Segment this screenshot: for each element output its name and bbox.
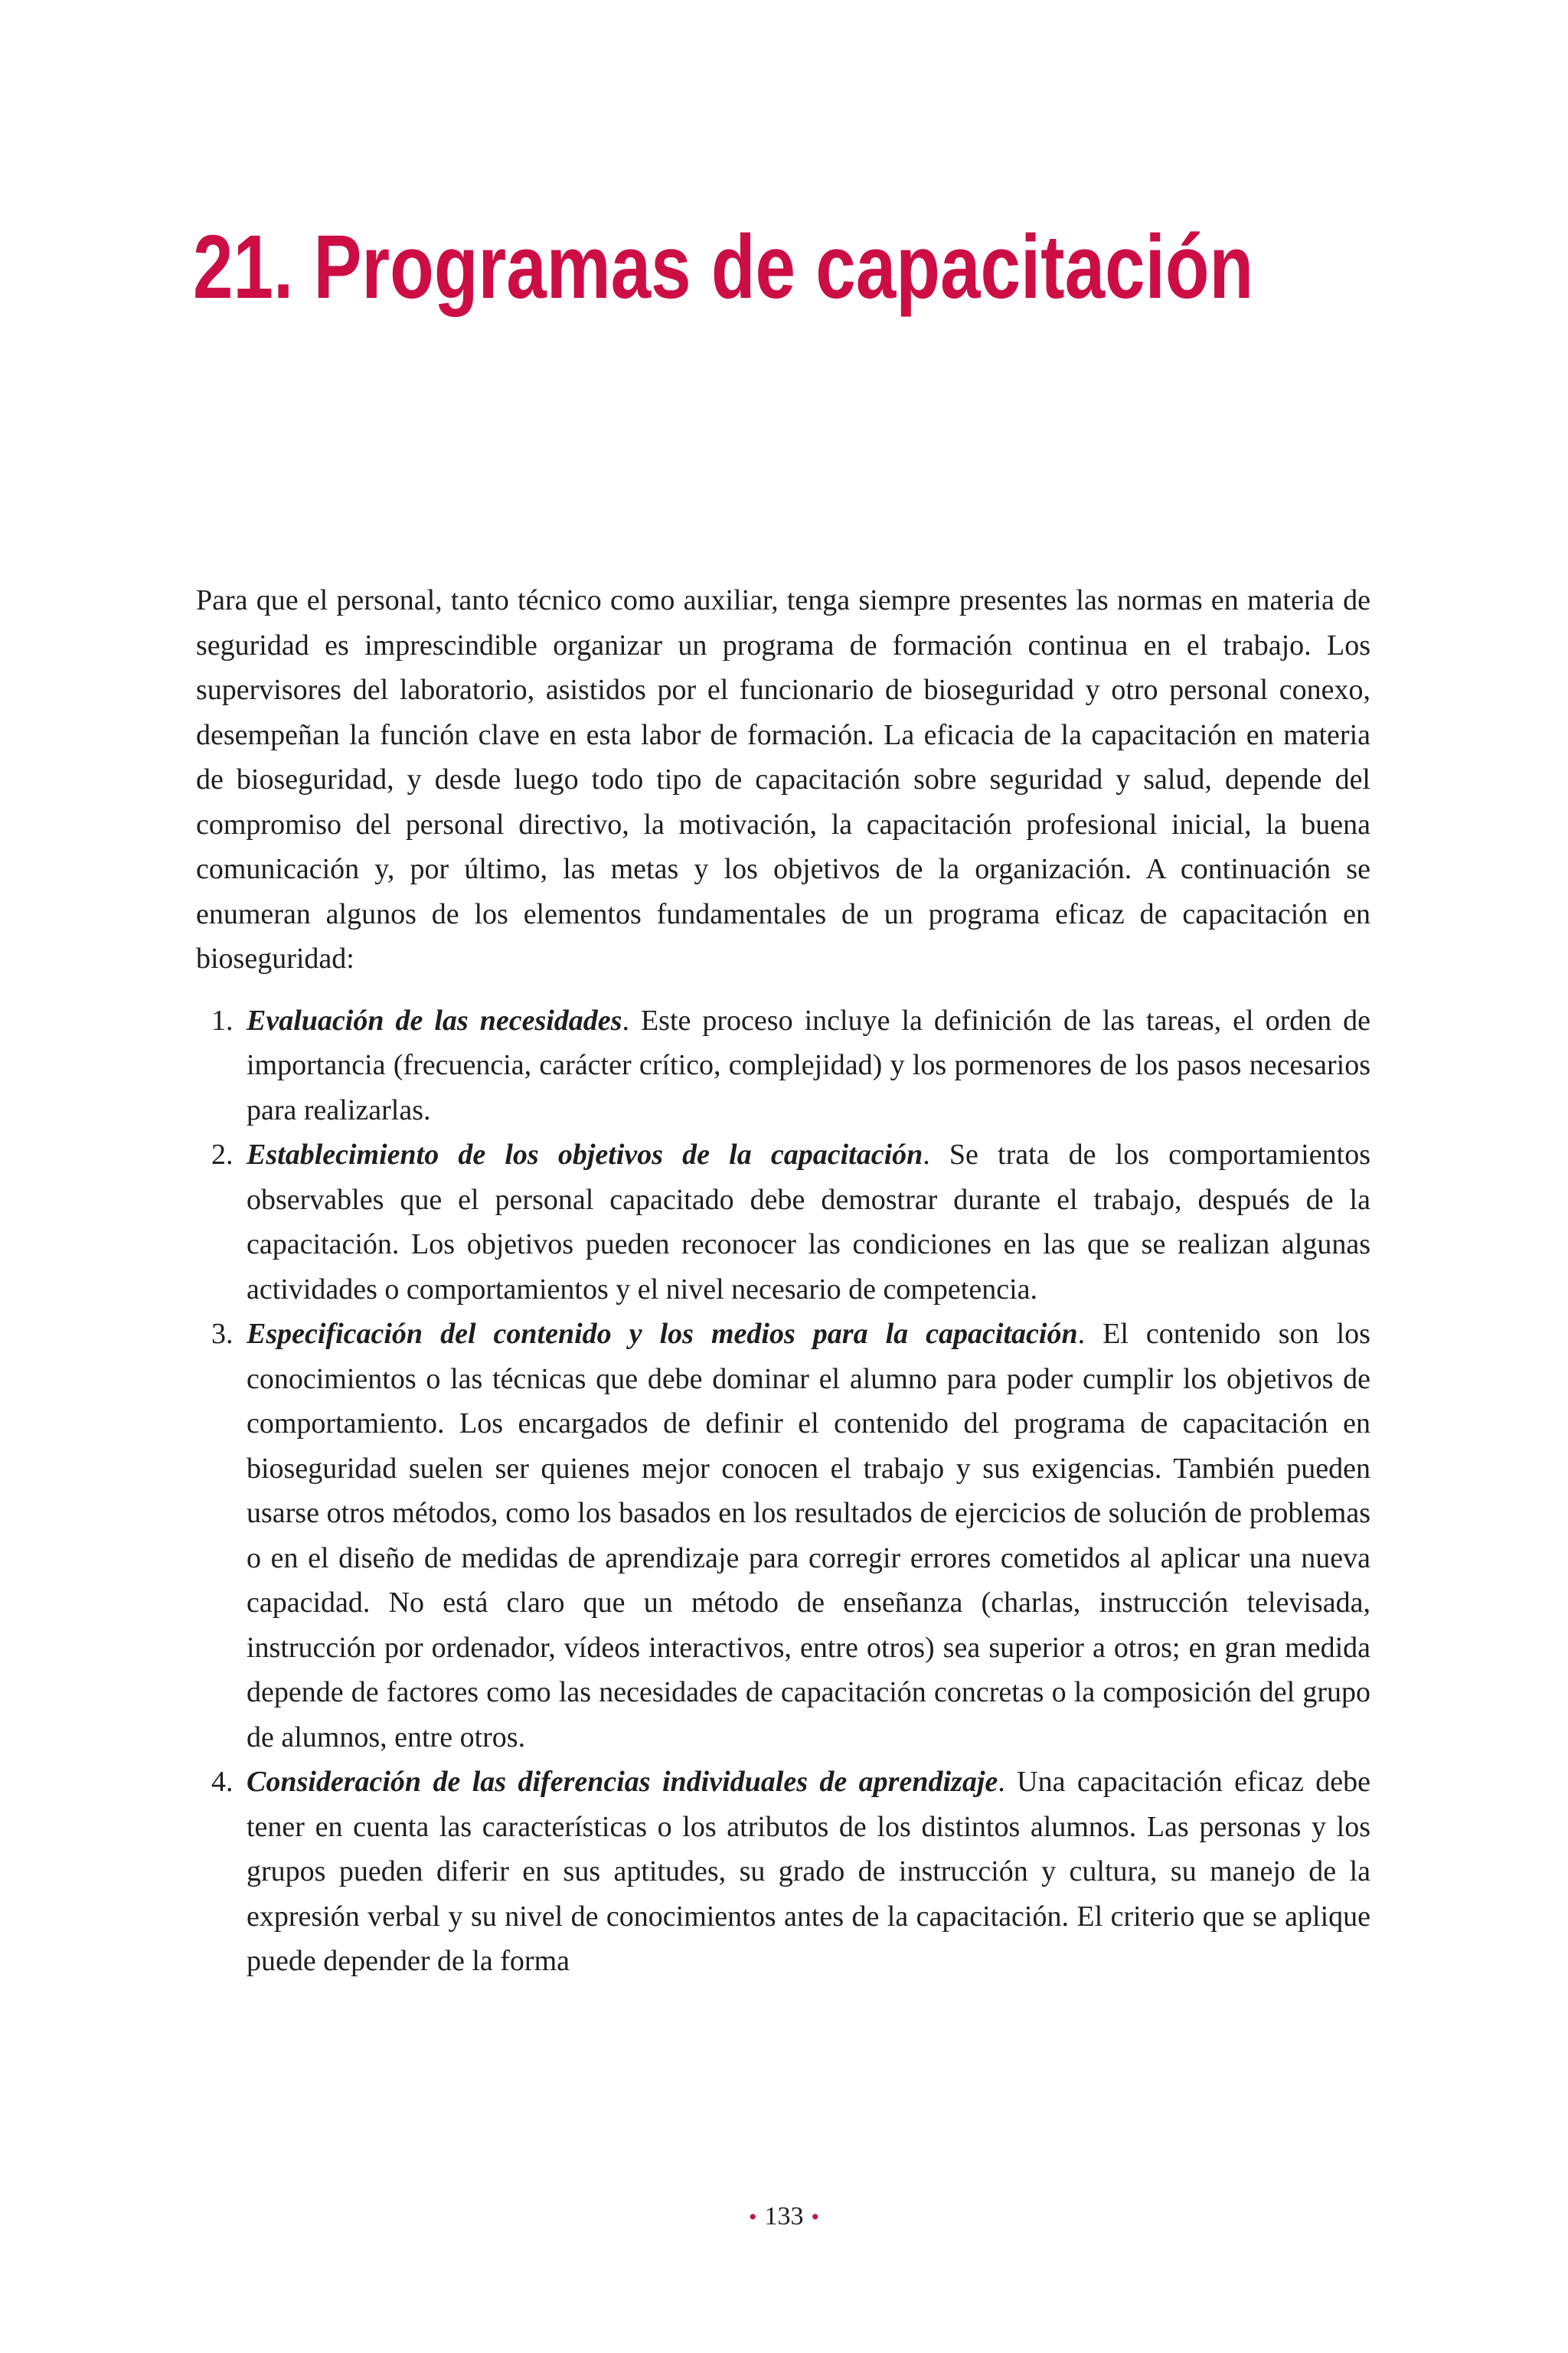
list-item <box>196 998 1370 1133</box>
page-number: 133 <box>764 2202 804 2230</box>
list-item-text: . Una capacitación eficaz debe tener en cuenta las características o los atributos de los distintos alumnos. Las personas y los grupos pueden diferir en sus aptitudes, su grado de instrucción y cultura, su manejo de la expresión verbal y su nivel de conocimientos antes de la capacitación. El criterio que se aplique puede depender de la forma <box>247 1766 1370 1977</box>
training-elements-list <box>196 998 1370 1984</box>
list-item-term: Evaluación de las necesidades <box>247 1004 622 1037</box>
list-item-term: Establecimiento de los objetivos de la capacitación <box>247 1139 923 1171</box>
chapter-body <box>196 578 1370 1984</box>
list-item-text: . Este proceso incluye la definición de las tareas, el orden de importancia (frecuencia, carácter crítico, complejidad) y los pormenores de los pasos necesarios para realizarlas. <box>247 1004 1371 1126</box>
list-item-text: . Se trata de los comportamientos observables que el personal capacitado debe demostrar durante el trabajo, después de la capacitación. Los objetivos pueden reconocer las condiciones en las que se realizan algunas actividades o comportamientos y el nivel necesario de competencia. <box>247 1139 1370 1306</box>
list-item-number: 3. <box>211 1318 234 1350</box>
list-item <box>196 1760 1370 1984</box>
list-item-text: . El contenido son los conocimientos o las técnicas que debe dominar el alumno para poder cumplir los objetivos de comportamiento. Los encargados de definir el contenido del programa de capacitación en bioseguridad suelen ser quienes mejor conocen el trabajo y sus exigencias. También pueden usarse otros métodos, como los basados en los resultados de ejercicios de solución de problemas o en el diseño de medidas de aprendizaje para corregir errores cometidos al aplicar una nueva capacidad. No está claro que un método de enseñanza (charlas, instrucción televisada, instrucción por ordenador, vídeos interactivos, entre otros) sea superior a otros; en gran medida depende de factores como las necesidades de capacitación concretas o la composición del grupo de alumnos, entre otros. <box>247 1318 1370 1753</box>
chapter-title: 21. Programas de capacitación <box>193 217 1254 318</box>
page-footer <box>0 2202 1568 2231</box>
list-item-term: Especificación del contenido y los medios para la capacitación <box>247 1318 1078 1350</box>
list-item-number: 2. <box>211 1139 234 1171</box>
list-item <box>196 1312 1370 1760</box>
list-item-number: 4. <box>211 1766 234 1798</box>
intro-paragraph: Para que el personal, tanto técnico como auxiliar, tenga siempre presentes las normas en materia de seguridad es imprescindible organizar un programa de formación continua en el trabajo. Los supervisores del laboratorio, asistidos por el funcionario de bioseguridad y otro personal conexo, desempeñan la función clave en esta labor de formación. La eficacia de la capacitación en materia de bioseguridad, y desde luego todo tipo de capacitación sobre seguridad y salud, depende del compromiso del personal directivo, la motivación, la capacitación profesional inicial, la buena comunicación y, por último, las metas y los objetivos de la organización. A continuación se enumeran algunos de los elementos fundamentales de un programa eficaz de capacitación en bioseguridad: <box>196 584 1370 975</box>
footer-bullet-right: • <box>811 2204 820 2230</box>
footer-bullet-left: • <box>748 2204 757 2230</box>
list-item-number: 1. <box>211 1004 234 1037</box>
list-item-term: Consideración de las diferencias individuales de aprendizaje <box>247 1766 998 1798</box>
list-item <box>196 1132 1370 1312</box>
